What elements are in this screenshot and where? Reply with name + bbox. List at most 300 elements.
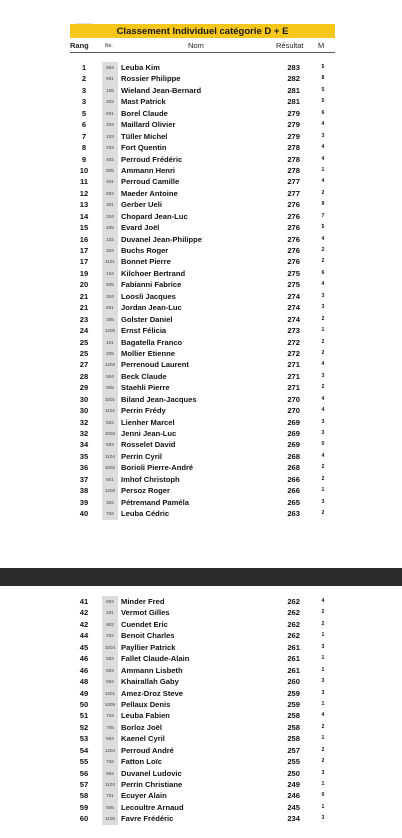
bib-number-cell: 905 bbox=[102, 382, 118, 393]
bib-number-cell: 604 bbox=[102, 733, 118, 744]
header-m: M bbox=[318, 41, 325, 50]
result-cell: 234 bbox=[287, 814, 300, 824]
name-cell: Perrin Christiane bbox=[121, 780, 183, 789]
table-row bbox=[0, 619, 402, 630]
table-row bbox=[0, 802, 402, 813]
bib-number-cell: 903 bbox=[102, 596, 118, 607]
bib-number-cell: 605 bbox=[102, 279, 118, 290]
bib-number-cell: 401 bbox=[102, 176, 118, 187]
bib-number-cell: 302 bbox=[102, 497, 118, 508]
result-cell: 281 bbox=[287, 97, 300, 107]
name-cell: Rosselet David bbox=[121, 440, 176, 450]
name-cell: Ammann Lisbeth bbox=[121, 665, 183, 675]
table-row bbox=[0, 234, 402, 245]
m-cell: 3 bbox=[321, 815, 325, 822]
result-cell: 266 bbox=[287, 486, 300, 496]
bib-number-cell: 203 bbox=[102, 142, 118, 153]
m-cell: 4 bbox=[321, 598, 325, 604]
rank-cell: 46 bbox=[79, 665, 89, 675]
bib-number-cell: 904 bbox=[102, 62, 118, 73]
name-cell: Rossier Philippe bbox=[121, 74, 181, 84]
result-cell: 269 bbox=[287, 417, 300, 427]
m-cell: 2 bbox=[321, 247, 325, 253]
bib-number-cell: 105 bbox=[102, 85, 118, 96]
m-cell: 6 bbox=[321, 109, 325, 116]
table-row bbox=[0, 394, 402, 405]
m-cell: 5 bbox=[321, 224, 325, 231]
result-cell: 276 bbox=[287, 257, 300, 267]
table-row bbox=[0, 699, 402, 710]
table-row bbox=[0, 642, 402, 653]
name-cell: Minder Fred bbox=[121, 597, 165, 606]
table-row bbox=[0, 745, 402, 756]
table-row bbox=[0, 665, 402, 676]
m-cell: 6 bbox=[321, 269, 325, 276]
m-cell: 8 bbox=[321, 75, 325, 82]
name-cell: Persoz Roger bbox=[121, 486, 170, 496]
rank-cell: 10 bbox=[79, 165, 89, 175]
rank-cell: 48 bbox=[79, 677, 89, 687]
rank-cell: 56 bbox=[79, 768, 89, 778]
m-cell: 1 bbox=[321, 632, 325, 639]
result-cell: 257 bbox=[287, 745, 300, 755]
table-row bbox=[0, 733, 402, 744]
bib-number-cell: 1204 bbox=[102, 745, 118, 756]
rank-cell: 23 bbox=[79, 314, 89, 324]
result-cell: 274 bbox=[287, 314, 300, 324]
m-cell: 2 bbox=[321, 464, 325, 471]
name-cell: Imhof Christoph bbox=[121, 474, 180, 484]
m-cell: 3 bbox=[321, 769, 325, 776]
bib-number-cell: 1102 bbox=[102, 405, 118, 416]
result-cell: 258 bbox=[287, 711, 300, 721]
m-cell: 4 bbox=[321, 407, 325, 414]
rank-cell: 32 bbox=[79, 417, 89, 427]
name-cell: Chopard Jean-Luc bbox=[121, 211, 188, 221]
bib-number-cell: 1104 bbox=[102, 451, 118, 462]
result-cell: 283 bbox=[287, 63, 300, 72]
name-cell: Vermot Gilles bbox=[121, 608, 170, 618]
m-cell: 1 bbox=[321, 700, 325, 707]
m-cell: 3 bbox=[321, 372, 325, 379]
m-cell: 0 bbox=[321, 792, 325, 799]
table-row bbox=[0, 73, 402, 84]
m-cell: 2 bbox=[321, 723, 325, 730]
name-cell: Golster Daniel bbox=[121, 314, 173, 324]
header-rang: Rang bbox=[70, 41, 89, 50]
result-cell: 262 bbox=[287, 608, 300, 618]
table-row bbox=[0, 596, 402, 607]
m-cell: 2 bbox=[321, 475, 325, 482]
result-cell: 271 bbox=[287, 371, 300, 381]
result-cell: 262 bbox=[287, 631, 300, 641]
name-cell: Cuendet Eric bbox=[121, 619, 168, 629]
table-row bbox=[0, 813, 402, 824]
m-cell: 2 bbox=[321, 746, 325, 753]
table-row bbox=[0, 348, 402, 359]
bib-number-cell: 1101 bbox=[102, 256, 118, 267]
m-cell: 4 bbox=[321, 235, 325, 242]
bib-number-cell: 801 bbox=[102, 474, 118, 485]
m-cell: 4 bbox=[321, 178, 325, 185]
result-cell: 271 bbox=[287, 360, 300, 370]
table-row bbox=[0, 382, 402, 393]
name-cell: Benoit Charles bbox=[121, 631, 175, 641]
table-row bbox=[0, 428, 402, 439]
m-cell: 1 bbox=[321, 487, 325, 494]
table-row bbox=[0, 176, 402, 187]
m-cell: 1 bbox=[321, 735, 325, 742]
table-row bbox=[0, 245, 402, 256]
result-cell: 276 bbox=[287, 246, 300, 255]
result-cell: 269 bbox=[287, 429, 300, 438]
bib-number-cell: 504 bbox=[102, 371, 118, 382]
result-cell: 271 bbox=[287, 383, 300, 393]
name-cell: Gerber Ueli bbox=[121, 200, 162, 210]
table-row bbox=[0, 85, 402, 96]
name-cell: Lecoultre Arnaud bbox=[121, 802, 184, 812]
m-cell: 4 bbox=[321, 361, 325, 368]
result-cell: 259 bbox=[287, 688, 300, 698]
ranking-table-part-2 bbox=[0, 596, 402, 825]
name-cell: Leuba Kim bbox=[121, 63, 160, 72]
name-cell: Lienher Marcel bbox=[121, 417, 175, 427]
table-row bbox=[0, 291, 402, 302]
bib-number-cell: 304 bbox=[102, 291, 118, 302]
rank-cell: 60 bbox=[79, 814, 89, 824]
result-cell: 259 bbox=[287, 699, 300, 709]
table-row bbox=[0, 756, 402, 767]
name-cell: Perrin Frédy bbox=[121, 406, 166, 416]
result-cell: 278 bbox=[287, 165, 300, 175]
result-cell: 249 bbox=[287, 780, 300, 789]
bib-number-cell: 705 bbox=[102, 722, 118, 733]
bib-number-cell: 104 bbox=[102, 268, 118, 279]
bib-number-cell: 1105 bbox=[102, 813, 118, 824]
bib-number-cell: 404 bbox=[102, 119, 118, 130]
rank-cell: 41 bbox=[79, 597, 89, 606]
name-cell: Perroud Camille bbox=[121, 177, 180, 187]
bib-number-cell: 204 bbox=[102, 211, 118, 222]
name-cell: Maeder Antoine bbox=[121, 188, 178, 198]
table-row bbox=[0, 485, 402, 496]
result-cell: 282 bbox=[287, 74, 300, 84]
name-cell: Wieland Jean-Bernard bbox=[121, 85, 202, 95]
m-cell: 3 bbox=[321, 678, 325, 685]
name-cell: Borloz Joël bbox=[121, 722, 162, 732]
result-cell: 255 bbox=[287, 757, 300, 767]
rank-cell: 2 bbox=[81, 74, 87, 84]
rank-cell: 50 bbox=[79, 699, 89, 709]
name-cell: Pétremand Paméla bbox=[121, 497, 189, 507]
name-cell: Kilchoer Bertrand bbox=[121, 268, 186, 278]
rank-cell: 12 bbox=[79, 188, 89, 198]
name-cell: Mollier Etienne bbox=[121, 348, 176, 358]
table-row bbox=[0, 119, 402, 130]
bib-number-cell: 202 bbox=[102, 630, 118, 641]
rank-cell: 1 bbox=[81, 63, 87, 72]
table-row bbox=[0, 337, 402, 348]
rank-cell: 25 bbox=[79, 337, 89, 347]
m-cell: 3 bbox=[321, 304, 325, 311]
result-cell: 268 bbox=[287, 463, 300, 473]
name-cell: Leuba Fabien bbox=[121, 711, 170, 721]
bib-number-cell: 1004 bbox=[102, 642, 118, 653]
rank-cell: 44 bbox=[79, 631, 89, 641]
name-cell: Ecuyer Alain bbox=[121, 791, 167, 801]
bib-number-cell: 405 bbox=[102, 222, 118, 233]
m-cell: 1 bbox=[321, 166, 325, 173]
bib-number-cell: 902 bbox=[102, 676, 118, 687]
name-cell: Biland Jean-Jacques bbox=[121, 394, 197, 404]
table-row bbox=[0, 188, 402, 199]
name-cell: Favre Frédéric bbox=[121, 814, 174, 824]
bib-number-cell: 1203 bbox=[102, 485, 118, 496]
name-cell: Beck Claude bbox=[121, 371, 167, 381]
table-row bbox=[0, 371, 402, 382]
rank-cell: 13 bbox=[79, 200, 89, 210]
rank-cell: 42 bbox=[79, 619, 89, 629]
result-cell: 272 bbox=[287, 337, 300, 347]
rank-cell: 30 bbox=[79, 394, 89, 404]
table-row bbox=[0, 142, 402, 153]
rank-cell: 38 bbox=[79, 486, 89, 496]
table-row bbox=[0, 474, 402, 485]
table-row bbox=[0, 417, 402, 428]
result-cell: 276 bbox=[287, 234, 300, 244]
m-cell: 3 bbox=[321, 643, 325, 650]
name-cell: Fallet Claude-Alain bbox=[121, 654, 190, 664]
rank-cell: 30 bbox=[79, 406, 89, 416]
rank-cell: 9 bbox=[81, 154, 87, 164]
rank-cell: 3 bbox=[81, 85, 87, 95]
rank-cell: 21 bbox=[79, 303, 89, 313]
m-cell: 2 bbox=[321, 349, 325, 356]
m-cell: 3 bbox=[321, 418, 325, 425]
bib-number-cell: 501 bbox=[102, 302, 118, 313]
rank-cell: 35 bbox=[79, 451, 89, 461]
result-cell: 279 bbox=[287, 120, 300, 130]
page-separator bbox=[0, 568, 402, 586]
table-row bbox=[0, 497, 402, 508]
result-cell: 268 bbox=[287, 451, 300, 461]
header-resultat: Résultat bbox=[276, 41, 304, 50]
result-cell: 281 bbox=[287, 85, 300, 95]
page-2 bbox=[0, 586, 402, 838]
m-cell: 1 bbox=[321, 666, 325, 673]
m-cell: 5 bbox=[321, 98, 325, 105]
rank-cell: 51 bbox=[79, 711, 89, 721]
rank-cell: 17 bbox=[79, 246, 89, 255]
rank-cell: 20 bbox=[79, 280, 89, 290]
rank-cell: 24 bbox=[79, 326, 89, 336]
table-row bbox=[0, 279, 402, 290]
bib-number-cell: 305 bbox=[102, 314, 118, 325]
name-cell: Evard Joël bbox=[121, 223, 160, 233]
result-cell: 260 bbox=[287, 677, 300, 687]
table-row bbox=[0, 653, 402, 664]
m-cell: 3 bbox=[321, 689, 325, 696]
bib-number-cell: 1005 bbox=[102, 699, 118, 710]
result-cell: 277 bbox=[287, 177, 300, 187]
result-cell: 269 bbox=[287, 440, 300, 450]
m-cell: 2 bbox=[321, 338, 325, 345]
rank-cell: 32 bbox=[79, 429, 89, 438]
result-cell: 250 bbox=[287, 768, 300, 778]
header-nom: Nom bbox=[188, 41, 204, 50]
table-row bbox=[0, 688, 402, 699]
m-cell: 5 bbox=[321, 86, 325, 93]
bib-number-cell: 205 bbox=[102, 348, 118, 359]
m-cell: 2 bbox=[321, 315, 325, 322]
bib-number-cell: 403 bbox=[102, 96, 118, 107]
result-cell: 258 bbox=[287, 734, 300, 744]
result-cell: 265 bbox=[287, 497, 300, 507]
rank-cell: 28 bbox=[79, 371, 89, 381]
m-cell: 5 bbox=[321, 64, 325, 70]
name-cell: Pellaux Denis bbox=[121, 699, 171, 709]
result-cell: 279 bbox=[287, 131, 300, 141]
rank-cell: 29 bbox=[79, 383, 89, 393]
name-cell: Perroud Frédéric bbox=[121, 154, 183, 164]
result-cell: 274 bbox=[287, 291, 300, 301]
m-cell: 3 bbox=[321, 292, 325, 299]
table-row bbox=[0, 256, 402, 267]
table-row bbox=[0, 710, 402, 721]
rank-cell: 59 bbox=[79, 802, 89, 812]
result-cell: 273 bbox=[287, 326, 300, 336]
rank-cell: 40 bbox=[79, 509, 89, 519]
bib-number-cell: 103 bbox=[102, 131, 118, 142]
table-row bbox=[0, 359, 402, 370]
result-cell: 261 bbox=[287, 642, 300, 652]
table-row bbox=[0, 199, 402, 210]
bib-number-cell: 703 bbox=[102, 508, 118, 519]
rank-cell: 19 bbox=[79, 268, 89, 278]
result-cell: 261 bbox=[287, 654, 300, 664]
table-row bbox=[0, 508, 402, 519]
result-cell: 246 bbox=[287, 791, 300, 801]
bib-number-cell: 1103 bbox=[102, 779, 118, 790]
name-cell: Ammann Henri bbox=[121, 165, 176, 175]
rank-cell: 34 bbox=[79, 440, 89, 450]
header-no: No. bbox=[105, 43, 113, 49]
name-cell: Staehli Pierre bbox=[121, 383, 170, 393]
result-cell: 274 bbox=[287, 303, 300, 313]
bib-number-cell: 804 bbox=[102, 768, 118, 779]
table-row bbox=[0, 462, 402, 473]
result-cell: 275 bbox=[287, 268, 300, 278]
table-row bbox=[0, 96, 402, 107]
table-row bbox=[0, 439, 402, 450]
result-cell: 258 bbox=[287, 722, 300, 732]
m-cell: 2 bbox=[321, 258, 325, 265]
result-cell: 263 bbox=[287, 509, 300, 519]
result-cell: 276 bbox=[287, 211, 300, 221]
table-row bbox=[0, 154, 402, 165]
result-cell: 275 bbox=[287, 280, 300, 290]
result-cell: 278 bbox=[287, 143, 300, 153]
name-cell: Duvanel Ludovic bbox=[121, 768, 182, 778]
rank-cell: 15 bbox=[79, 223, 89, 233]
table-row bbox=[0, 405, 402, 416]
rank-cell: 11 bbox=[79, 177, 89, 187]
table-row bbox=[0, 268, 402, 279]
m-cell: 3 bbox=[321, 132, 325, 139]
bib-number-cell: 402 bbox=[102, 154, 118, 165]
m-cell: 1 bbox=[321, 655, 325, 662]
result-cell: 270 bbox=[287, 406, 300, 416]
m-cell: 2 bbox=[321, 620, 325, 627]
rank-cell: 36 bbox=[79, 463, 89, 473]
bib-number-cell: 901 bbox=[102, 73, 118, 84]
result-cell: 245 bbox=[287, 802, 300, 812]
m-cell: 4 bbox=[321, 712, 325, 719]
name-cell: Jordan Jean-Luc bbox=[121, 303, 182, 313]
name-cell: Perrenoud Laurent bbox=[121, 360, 189, 370]
result-cell: 272 bbox=[287, 348, 300, 358]
result-cell: 278 bbox=[287, 154, 300, 164]
rank-cell: 37 bbox=[79, 474, 89, 484]
m-cell: 0 bbox=[321, 441, 325, 448]
bib-number-cell: 503 bbox=[102, 653, 118, 664]
rank-cell: 14 bbox=[79, 211, 89, 221]
table-row bbox=[0, 62, 402, 73]
rank-cell: 49 bbox=[79, 688, 89, 698]
bib-number-cell: 502 bbox=[102, 417, 118, 428]
name-cell: Tüller Michel bbox=[121, 131, 168, 141]
table-row bbox=[0, 768, 402, 779]
rank-cell: 57 bbox=[79, 780, 89, 789]
bib-number-cell: 701 bbox=[102, 790, 118, 801]
bib-number-cell: 803 bbox=[102, 665, 118, 676]
table-row bbox=[0, 302, 402, 313]
result-cell: 276 bbox=[287, 200, 300, 210]
rank-cell: 6 bbox=[81, 120, 87, 130]
bib-number-cell: 704 bbox=[102, 710, 118, 721]
m-cell: 1 bbox=[321, 327, 325, 334]
name-cell: Buchs Roger bbox=[121, 246, 169, 255]
name-cell: Borel Claude bbox=[121, 108, 168, 118]
table-row bbox=[0, 451, 402, 462]
result-cell: 262 bbox=[287, 619, 300, 629]
rank-cell: 25 bbox=[79, 348, 89, 358]
table-row bbox=[0, 211, 402, 222]
m-cell: 4 bbox=[321, 144, 325, 151]
result-cell: 270 bbox=[287, 394, 300, 404]
bib-number-cell: 802 bbox=[102, 619, 118, 630]
m-cell: 4 bbox=[321, 281, 325, 288]
bib-number-cell: 1205 bbox=[102, 325, 118, 336]
m-cell: 2 bbox=[321, 384, 325, 391]
rank-cell: 55 bbox=[79, 757, 89, 767]
rank-cell: 39 bbox=[79, 497, 89, 507]
name-cell: Duvanel Jean-Philippe bbox=[121, 234, 203, 244]
m-cell: 3 bbox=[321, 498, 325, 505]
rank-cell: 53 bbox=[79, 734, 89, 744]
name-cell: Bonnet Pierre bbox=[121, 257, 171, 267]
column-headers bbox=[70, 40, 335, 53]
rank-cell: 27 bbox=[79, 360, 89, 370]
bib-number-cell: 805 bbox=[102, 165, 118, 176]
ranking-table-part-1 bbox=[0, 62, 402, 520]
name-cell: Khairallah Gaby bbox=[121, 677, 179, 687]
rank-cell: 54 bbox=[79, 745, 89, 755]
bib-number-cell: 1003 bbox=[102, 428, 118, 439]
ranking-title: Classement Individuel catégorie D + E bbox=[116, 25, 289, 37]
name-cell: Fort Quentin bbox=[121, 143, 167, 153]
table-row bbox=[0, 108, 402, 119]
